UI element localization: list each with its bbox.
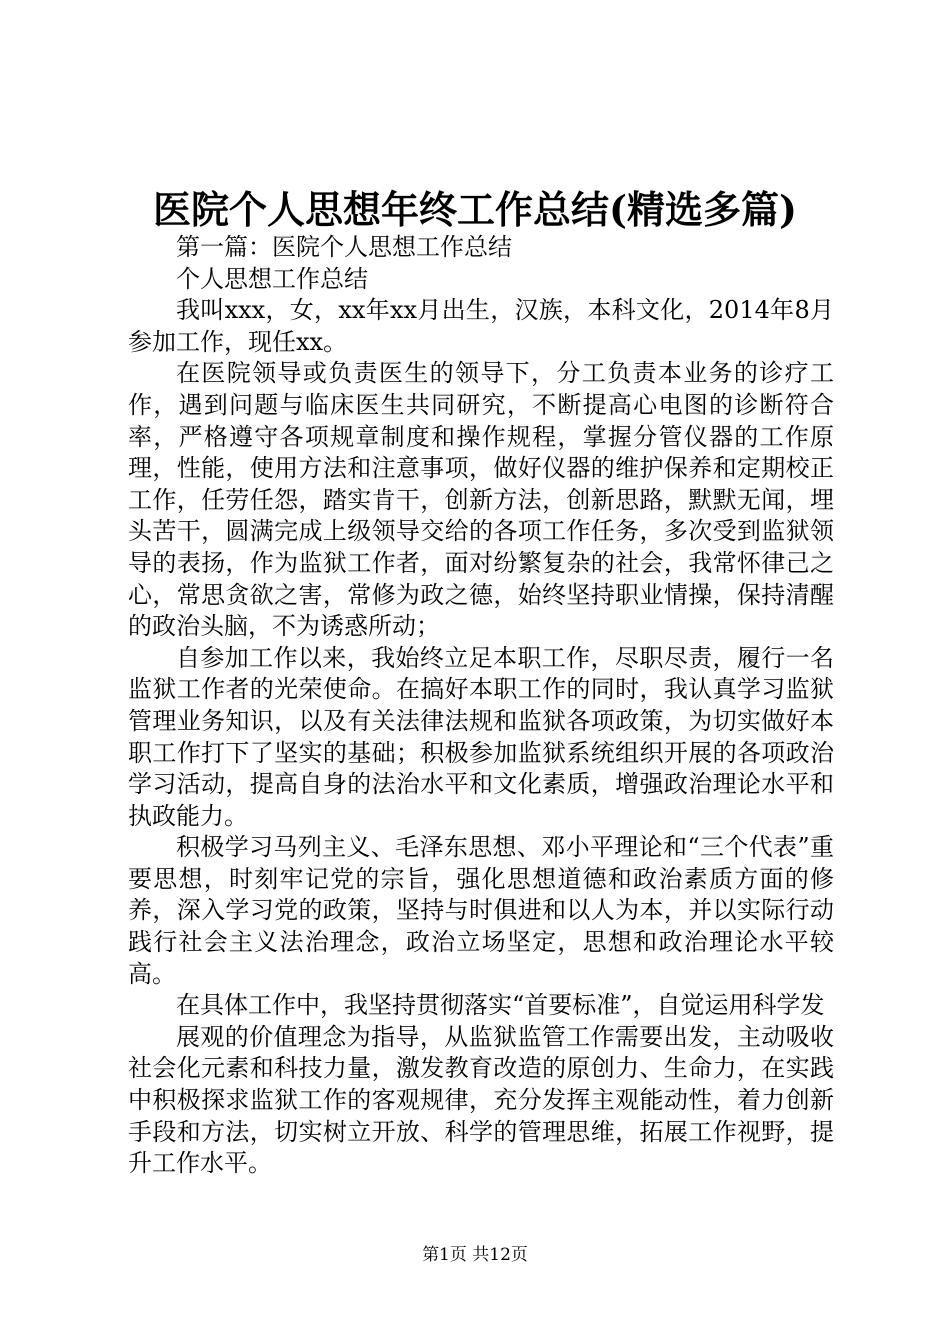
paragraph: 积极学习马列主义、毛泽东思想、邓小平理论和“三个代表”重要思想，时刻牢记党的宗旨，强化思想道德和政治素质方面的修养，深入学习党的政策，坚持与时俱进和以人为本，并以实际行动践行社会主义法治理念，政治立场坚定，思想和政治理论水平较高。 (128, 833, 834, 988)
subsection-heading: 个人思想工作总结 (176, 264, 368, 293)
paragraph: 在医院领导或负责医生的领导下，分工负责本业务的诊疗工作，遇到问题与临床医生共同研究，不断提高心电图的诊断符合率，严格遵守各项规章制度和操作规程，掌握分管仪器的工作原理，性能，使用方法和注意事项，做好仪器的维护保养和定期校正工作，任劳任怨，踏实肯干，创新方法，创新思路，默默无闻，埋头苦干，圆满完成上级领导交给的各项工作任务，多次受到监狱领导的表扬，作为监狱工作者，面对纷繁复杂的社会，我常怀律己之心，常思贪欲之害，常修为政之德，始终坚持职业情操，保持清醒的政治头脑，不为诱惑所动； (128, 359, 834, 641)
section-heading: 第一篇：医院个人思想工作总结 (176, 233, 512, 261)
paragraph: 展观的价值理念为指导，从监狱监管工作需要出发，主动吸收社会化元素和科技力量，激发教育改造的原创力、生命力，在实践中积极探求监狱工作的客观规律，充分发挥主观能动性，着力创新手段和方法，切实树立开放、科学的管理思维，拓展工作视野，提升工作水平。 (128, 1022, 834, 1178)
document-body (128, 232, 834, 1180)
paragraph: 自参加工作以来，我始终立足本职工作，尽职尽责，履行一名监狱工作者的光荣使命。在搞好本职工作的同时，我认真学习监狱管理业务知识，以及有关法律法规和监狱各项政策，为切实做好本职工作打下了坚实的基础；积极参加监狱系统组织开展的各项政治学习活动，提高自身的法治水平和文化素质，增强政治理论水平和执政能力。 (128, 643, 834, 830)
paragraph: 我叫xxx，女，xx年xx月出生，汉族，本科文化，2014年8月参加工作，现任xx。 (128, 296, 834, 356)
paragraph: 在具体工作中，我坚持贯彻落实“首要标准”，自觉运用科学发 (176, 991, 825, 1020)
page-number-footer: 第1页 共12页 (422, 1245, 528, 1265)
document-title: 医院个人思想年终工作总结(精选多篇) (153, 187, 797, 232)
